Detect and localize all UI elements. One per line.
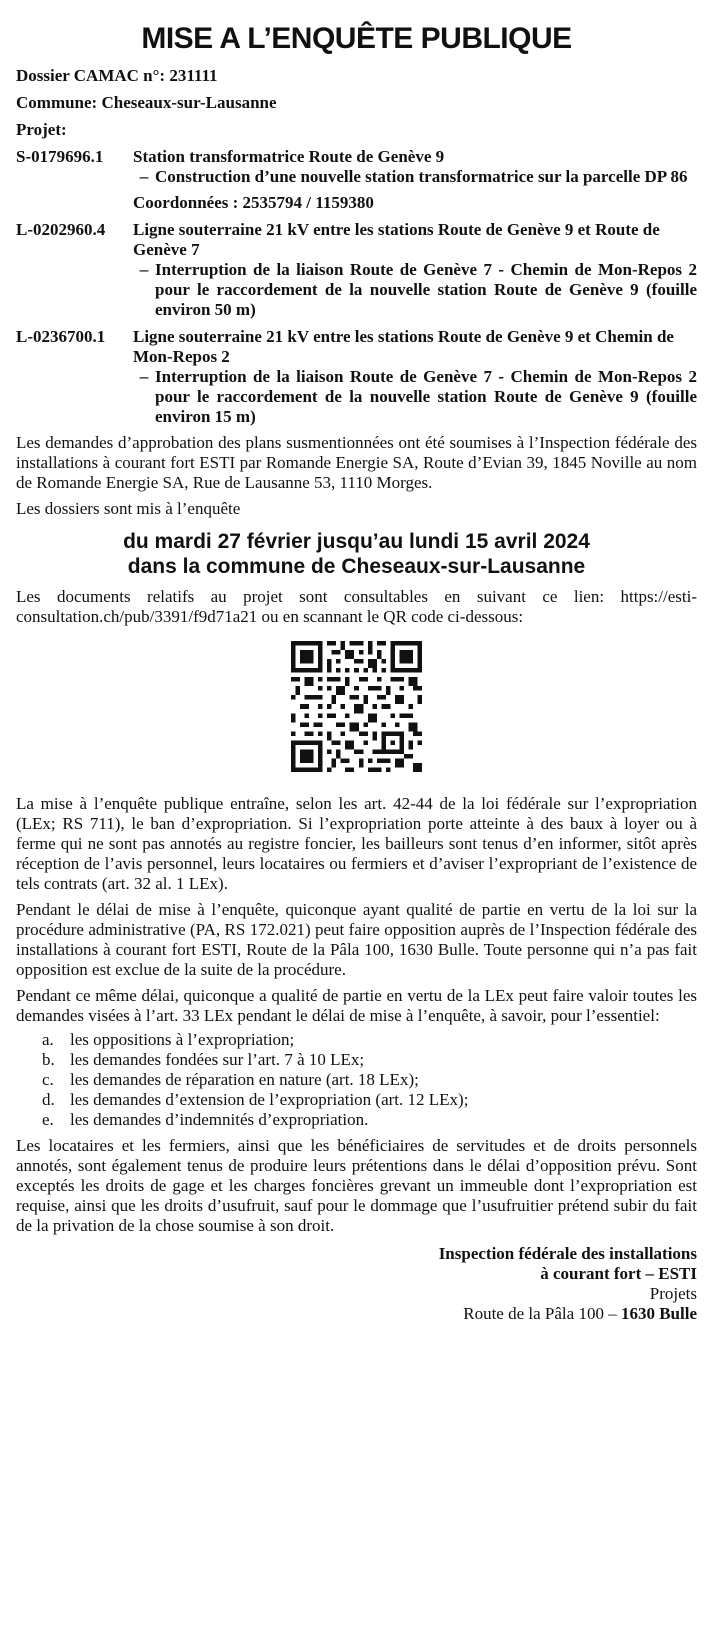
list-item: a. les oppositions à l’expropriation; bbox=[42, 1030, 295, 1049]
list-item: d. les demandes d’extension de l’expropriation (art. 12 LEx); bbox=[42, 1090, 469, 1109]
locataires-paragraph: Les locataires et les fermiers, ainsi que les bénéficiaires de servitudes et de droits personnels annotés, sont également tenus de produire leurs prétentions dans le délai d’opposition prévu. Sont exceptés les droits de gage et les charges foncières grevant un immeuble dont l’expropriation est requise, ainsi que les droits d’usufruit, sauf pour le dommage que l’usufruitier prétend subir du fait de la privation de la chose soumise à son droit. bbox=[16, 1136, 697, 1235]
dash-bullet: – bbox=[139, 260, 149, 279]
project-title: Ligne souterraine 21 kV entre les stations Route de Genève 9 et Route de Genève 7 bbox=[133, 220, 660, 259]
notice-page bbox=[16, 0, 697, 1324]
project-entry bbox=[16, 327, 697, 427]
list-item: b. les demandes fondées sur l’art. 7 à 10 LEx; bbox=[42, 1050, 365, 1069]
period-dates: du mardi 27 février jusqu’au lundi 15 avril 2024 bbox=[123, 530, 590, 553]
signature-dept: Projets bbox=[649, 1284, 697, 1303]
dossiers-paragraph: Les dossiers sont mis à l’enquête bbox=[16, 499, 241, 518]
commune-line: Commune: Cheseaux-sur-Lausanne bbox=[16, 93, 277, 112]
project-title: Station transformatrice Route de Genève 9 bbox=[133, 147, 445, 166]
dash-bullet: – bbox=[139, 367, 149, 386]
project-code: L-0202960.4 bbox=[16, 220, 106, 239]
list-item: c. les demandes de réparation en nature (art. 18 LEx); bbox=[42, 1070, 419, 1089]
project-entry bbox=[16, 147, 697, 213]
opposition-paragraph: Pendant le délai de mise à l’enquête, quiconque ayant qualité de partie en vertu de la loi sur la procédure administrative (PA, RS 172.021) peut faire opposition auprès de l’Inspection fédérale des installations à courant fort ESTI, Route de la Pâla 100, 1630 Bulle. Toute personne qui n’a pas fait opposition est exclue de la suite de la procédure. bbox=[16, 900, 697, 979]
signature-block bbox=[16, 1244, 697, 1324]
signature-address: Route de la Pâla 100 – 1630 Bulle bbox=[463, 1304, 697, 1323]
notice-title: MISE A L’ENQUÊTE PUBLIQUE bbox=[141, 22, 572, 55]
qr-code-icon[interactable] bbox=[291, 641, 422, 772]
project-detail: Interruption de la liaison Route de Genève 7 - Chemin de Mon-Repos 2 pour le raccordement de la nouvelle station Route de Genève 9 (fouille environ 15 m) bbox=[155, 367, 697, 426]
demands-list bbox=[16, 1030, 697, 1130]
list-item: e. les demandes d’indemnités d’expropriation. bbox=[42, 1110, 369, 1129]
project-detail: Interruption de la liaison Route de Genève 7 - Chemin de Mon-Repos 2 pour le raccordement de la nouvelle station Route de Genève 9 (fouille environ 50 m) bbox=[155, 260, 697, 319]
signature-org-2: à courant fort – ESTI bbox=[540, 1264, 697, 1283]
project-code: L-0236700.1 bbox=[16, 327, 106, 346]
project-entry bbox=[16, 220, 697, 320]
projet-label: Projet: bbox=[16, 120, 67, 139]
expropriation-paragraph: La mise à l’enquête publique entraîne, selon les art. 42-44 de la loi fédérale sur l’expropriation (LEx; RS 711), le ban d’expropriation. Si l’expropriation porte atteinte à des baux à loyer ou à ferme qui ne sont pas annotés au registre foncier, les bailleurs sont tenus d’en informer, sitôt après réception de l’avis personnel, leurs locataires ou fermiers et d’aviser l’expropriant de l’existence de tels contrats (art. 32 al. 1 LEx). bbox=[16, 794, 697, 893]
submission-paragraph: Les demandes d’approbation des plans susmentionnées ont été soumises à l’Inspection fédérale des installations à courant fort ESTI par Romande Energie SA, Route d’Evian 39, 1845 Noville au nom de Romande Energie SA, Rue de Lausanne 53, 1110 Morges. bbox=[16, 433, 697, 492]
period-commune: dans la commune de Cheseaux-sur-Lausanne bbox=[127, 555, 586, 578]
dash-bullet: – bbox=[139, 167, 149, 186]
lex-paragraph: Pendant ce même délai, quiconque a qualité de partie en vertu de la LEx peut faire valoir toutes les demandes visées à l’art. 33 LEx pendant le délai de mise à l’enquête, à savoir, pour l’essentiel: bbox=[16, 986, 697, 1025]
project-coordinates: Coordonnées : 2535794 / 1159380 bbox=[133, 193, 374, 212]
documents-paragraph: Les documents relatifs au projet sont consultables en suivant ce lien: https://esti-consultation.ch/pub/3391/f9d71a21 ou en scannant le QR code ci-dessous: bbox=[16, 587, 697, 626]
signature-org: Inspection fédérale des installations bbox=[438, 1244, 697, 1263]
dossier-number: Dossier CAMAC n°: 231111 bbox=[16, 66, 218, 85]
project-detail: Construction d’une nouvelle station transformatrice sur la parcelle DP 86 bbox=[155, 167, 688, 186]
project-title: Ligne souterraine 21 kV entre les stations Route de Genève 9 et Chemin de Mon-Repos 2 bbox=[133, 327, 674, 366]
enquete-period bbox=[16, 529, 697, 579]
project-code: S-0179696.1 bbox=[16, 147, 104, 166]
